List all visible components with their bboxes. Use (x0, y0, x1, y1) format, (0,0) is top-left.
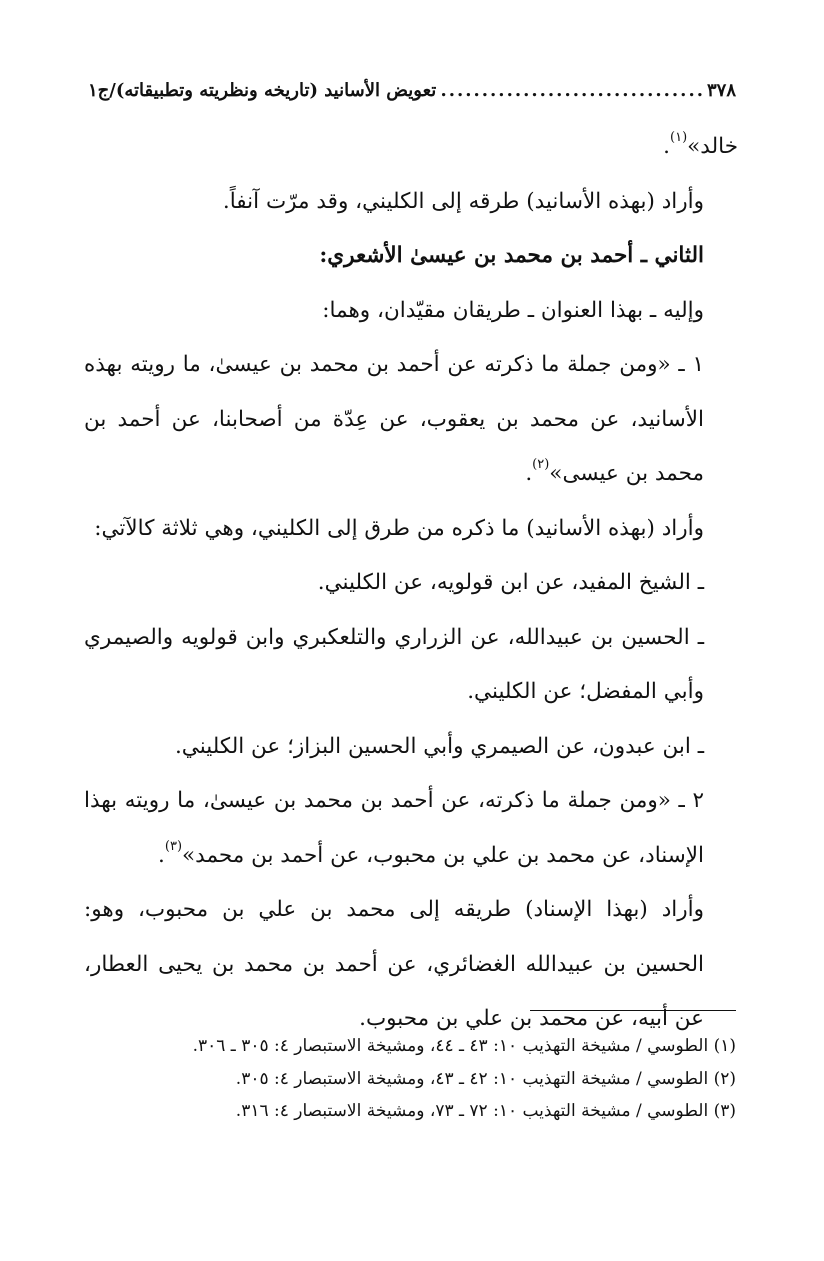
paragraph: وأراد (بهذه الأسانيد) ما ذكره من طرق إلى الكليني، وهي ثلاثة كالآتي: (94, 515, 704, 541)
footnote-1: (١) الطوسي / مشيخة التهذيب ١٠: ٤٣ ـ ٤٤، ومشيخة الاستبصار ٤: ٣٠٥ ـ ٣٠٦. (192, 1036, 736, 1056)
numbered-quote-1: ١ ـ «ومن جملة ما ذكرته عن أحمد بن محمد بن عيسىٰ، ما رويته بهذه الأسانيد، عن محمد بن يعقوب، عن عِدّة من أصحابنا، عن أحمد بن محمد بن عيسى»$^{(٢)}$. (84, 352, 704, 486)
book-title: تعويض الأسانيد (تاريخه ونظريته وتطبيقاته)/ج١ (88, 80, 437, 101)
header-leader-dots (438, 78, 705, 104)
footnote-separator (530, 1010, 736, 1011)
section-heading: الثاني ـ أحمد بن محمد بن عيسىٰ الأشعري: (319, 243, 704, 268)
footnote-ref-2[interactable]: (٢) (532, 457, 550, 472)
list-item: ـ ابن عبدون، عن الصيمري وأبي الحسين البزاز؛ عن الكليني. (174, 733, 704, 759)
numbered-quote-2: ٢ ـ «ومن جملة ما ذكرته، عن أحمد بن محمد بن عيسىٰ، ما رويته بهذا الإسناد، عن محمد بن علي بن محبوب، عن أحمد بن محمد»$^{(٣)}$. (84, 788, 704, 868)
paragraph-continuation: خالد»$^{(١)}$. (663, 130, 738, 159)
list-item: ـ الحسين بن عبيدالله، عن الزراري والتلعكبري وابن قولويه والصيمري وأبي المفضل؛ عن الكليني. (84, 624, 704, 704)
footnote-ref-1[interactable]: (١) (670, 130, 688, 145)
page-number: ٣٧٨ (706, 80, 736, 101)
footnote-3: (٣) الطوسي / مشيخة التهذيب ١٠: ٧٢ ـ ٧٣، ومشيخة الاستبصار ٤: ٣١٦. (235, 1101, 736, 1121)
footnote-2: (٢) الطوسي / مشيخة التهذيب ١٠: ٤٢ ـ ٤٣، ومشيخة الاستبصار ٤: ٣٠٥. (235, 1068, 736, 1089)
footnotes (120, 1030, 736, 1128)
list-item: ـ الشيخ المفيد، عن ابن قولويه، عن الكليني. (317, 570, 704, 595)
paragraph: وإليه ـ بهذا العنوان ـ طريقان مقيّدان، وهما: (322, 297, 704, 323)
footnote-ref-3[interactable]: (٣) (164, 838, 183, 854)
paragraph: وأراد (بهذا الإسناد) طريقه إلى محمد بن علي بن محبوب، وهو: الحسين بن عبيدالله الغضائري، عن أحمد بن محمد بن يحيى العطار، عن أبيه، عن محمد بن علي بن محبوب. (84, 897, 704, 1031)
running-header (88, 78, 736, 104)
main-text (84, 120, 738, 1047)
paragraph: وأراد (بهذه الأسانيد) طرقه إلى الكليني، وقد مرّت آنفاً. (222, 188, 704, 214)
